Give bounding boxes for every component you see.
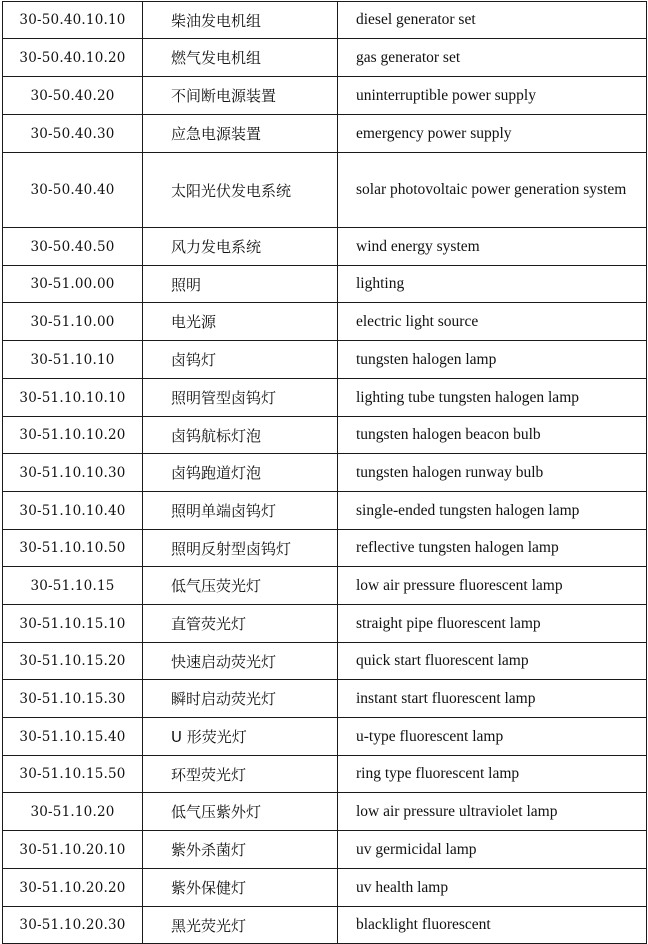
english-term-cell: electric light source [338,303,647,341]
chinese-term-cell: 卤钨航标灯泡 [143,417,338,454]
chinese-term-cell: 低气压荧光灯 [143,567,338,605]
chinese-term-cell: 黑光荧光灯 [143,907,338,944]
chinese-term-cell: U 形荧光灯 [143,718,338,756]
code-cell: 30-51.10.10.20 [3,417,143,454]
english-term-cell: gas generator set [338,39,647,77]
table-row [3,756,647,793]
chinese-term-cell: 紫外保健灯 [143,869,338,907]
table-row [3,379,647,417]
table-row [3,454,647,492]
table-row [3,341,647,379]
chinese-term-cell: 卤钨跑道灯泡 [143,454,338,492]
table-row [3,303,647,341]
chinese-term-cell: 柴油发电机组 [143,2,338,39]
english-term-cell: uv health lamp [338,869,647,907]
table-row [3,77,647,115]
code-cell: 30-50.40.10.10 [3,2,143,39]
code-cell: 30-51.10.10.40 [3,492,143,530]
table-row [3,718,647,756]
table-row [3,680,647,718]
code-cell: 30-51.10.15.10 [3,605,143,643]
table-row [3,492,647,530]
english-term-cell: instant start fluorescent lamp [338,680,647,718]
code-cell: 30-51.00.00 [3,266,143,303]
chinese-term-cell: 不间断电源装置 [143,77,338,115]
chinese-term-cell: 环型荧光灯 [143,756,338,793]
chinese-term-cell: 照明 [143,266,338,303]
code-cell: 30-51.10.15.40 [3,718,143,756]
chinese-term-cell: 低气压紫外灯 [143,793,338,831]
english-term-cell: tungsten halogen lamp [338,341,647,379]
code-cell: 30-51.10.20.20 [3,869,143,907]
table-row [3,39,647,77]
table-row [3,869,647,907]
table-row [3,605,647,643]
english-term-cell [338,153,647,228]
code-cell: 30-50.40.40 [3,153,143,228]
code-cell: 30-51.10.20 [3,793,143,831]
table-row [3,530,647,567]
term-table [2,1,647,944]
english-term-cell: quick start fluorescent lamp [338,643,647,680]
chinese-term-cell: 快速启动荧光灯 [143,643,338,680]
code-cell: 30-51.10.15.50 [3,756,143,793]
code-cell: 30-51.10.15 [3,567,143,605]
code-cell: 30-51.10.10 [3,341,143,379]
chinese-term-cell: 卤钨灯 [143,341,338,379]
english-term-cell: tungsten halogen beacon bulb [338,417,647,454]
chinese-term-cell: 紫外杀菌灯 [143,831,338,869]
english-term-cell: uninterruptible power supply [338,77,647,115]
english-term-cell: wind energy system [338,228,647,266]
table-row [3,266,647,303]
table-row [3,793,647,831]
english-term-cell: low air pressure ultraviolet lamp [338,793,647,831]
chinese-term-cell: 照明管型卤钨灯 [143,379,338,417]
code-cell: 30-51.10.15.20 [3,643,143,680]
english-term-cell: reflective tungsten halogen lamp [338,530,647,567]
chinese-term-cell: 风力发电系统 [143,228,338,266]
table-row [3,567,647,605]
table-row [3,831,647,869]
table-row [3,907,647,944]
table-row [3,417,647,454]
english-term-cell: lighting tube tungsten halogen lamp [338,379,647,417]
english-term-text: solar photovoltaic power generation system [356,181,627,198]
english-term-cell: diesel generator set [338,2,647,39]
code-cell: 30-50.40.20 [3,77,143,115]
code-cell: 30-51.10.15.30 [3,680,143,718]
table-row [3,115,647,153]
english-term-cell: blacklight fluorescent [338,907,647,944]
english-term-cell: uv germicidal lamp [338,831,647,869]
chinese-term-cell: 燃气发电机组 [143,39,338,77]
english-term-cell: tungsten halogen runway bulb [338,454,647,492]
code-cell: 30-51.10.10.10 [3,379,143,417]
table-row [3,2,647,39]
english-term-cell: ring type fluorescent lamp [338,756,647,793]
english-term-cell: lighting [338,266,647,303]
chinese-term-cell: 直管荧光灯 [143,605,338,643]
table-row [3,643,647,680]
chinese-term-cell: 应急电源装置 [143,115,338,153]
code-cell: 30-51.10.10.50 [3,530,143,567]
chinese-term-cell: 照明反射型卤钨灯 [143,530,338,567]
english-term-cell: straight pipe fluorescent lamp [338,605,647,643]
code-cell: 30-50.40.10.20 [3,39,143,77]
english-term-cell: u-type fluorescent lamp [338,718,647,756]
table-row [3,153,647,228]
code-cell: 30-50.40.30 [3,115,143,153]
table-row [3,228,647,266]
english-term-cell: emergency power supply [338,115,647,153]
code-cell: 30-50.40.50 [3,228,143,266]
code-cell: 30-51.10.20.10 [3,831,143,869]
english-term-cell: single-ended tungsten halogen lamp [338,492,647,530]
chinese-term-cell: 照明单端卤钨灯 [143,492,338,530]
chinese-term-cell: 电光源 [143,303,338,341]
code-cell: 30-51.10.20.30 [3,907,143,944]
code-cell: 30-51.10.10.30 [3,454,143,492]
chinese-term-cell: 太阳光伏发电系统 [143,153,338,228]
chinese-term-cell: 瞬时启动荧光灯 [143,680,338,718]
english-term-cell: low air pressure fluorescent lamp [338,567,647,605]
code-cell: 30-51.10.00 [3,303,143,341]
